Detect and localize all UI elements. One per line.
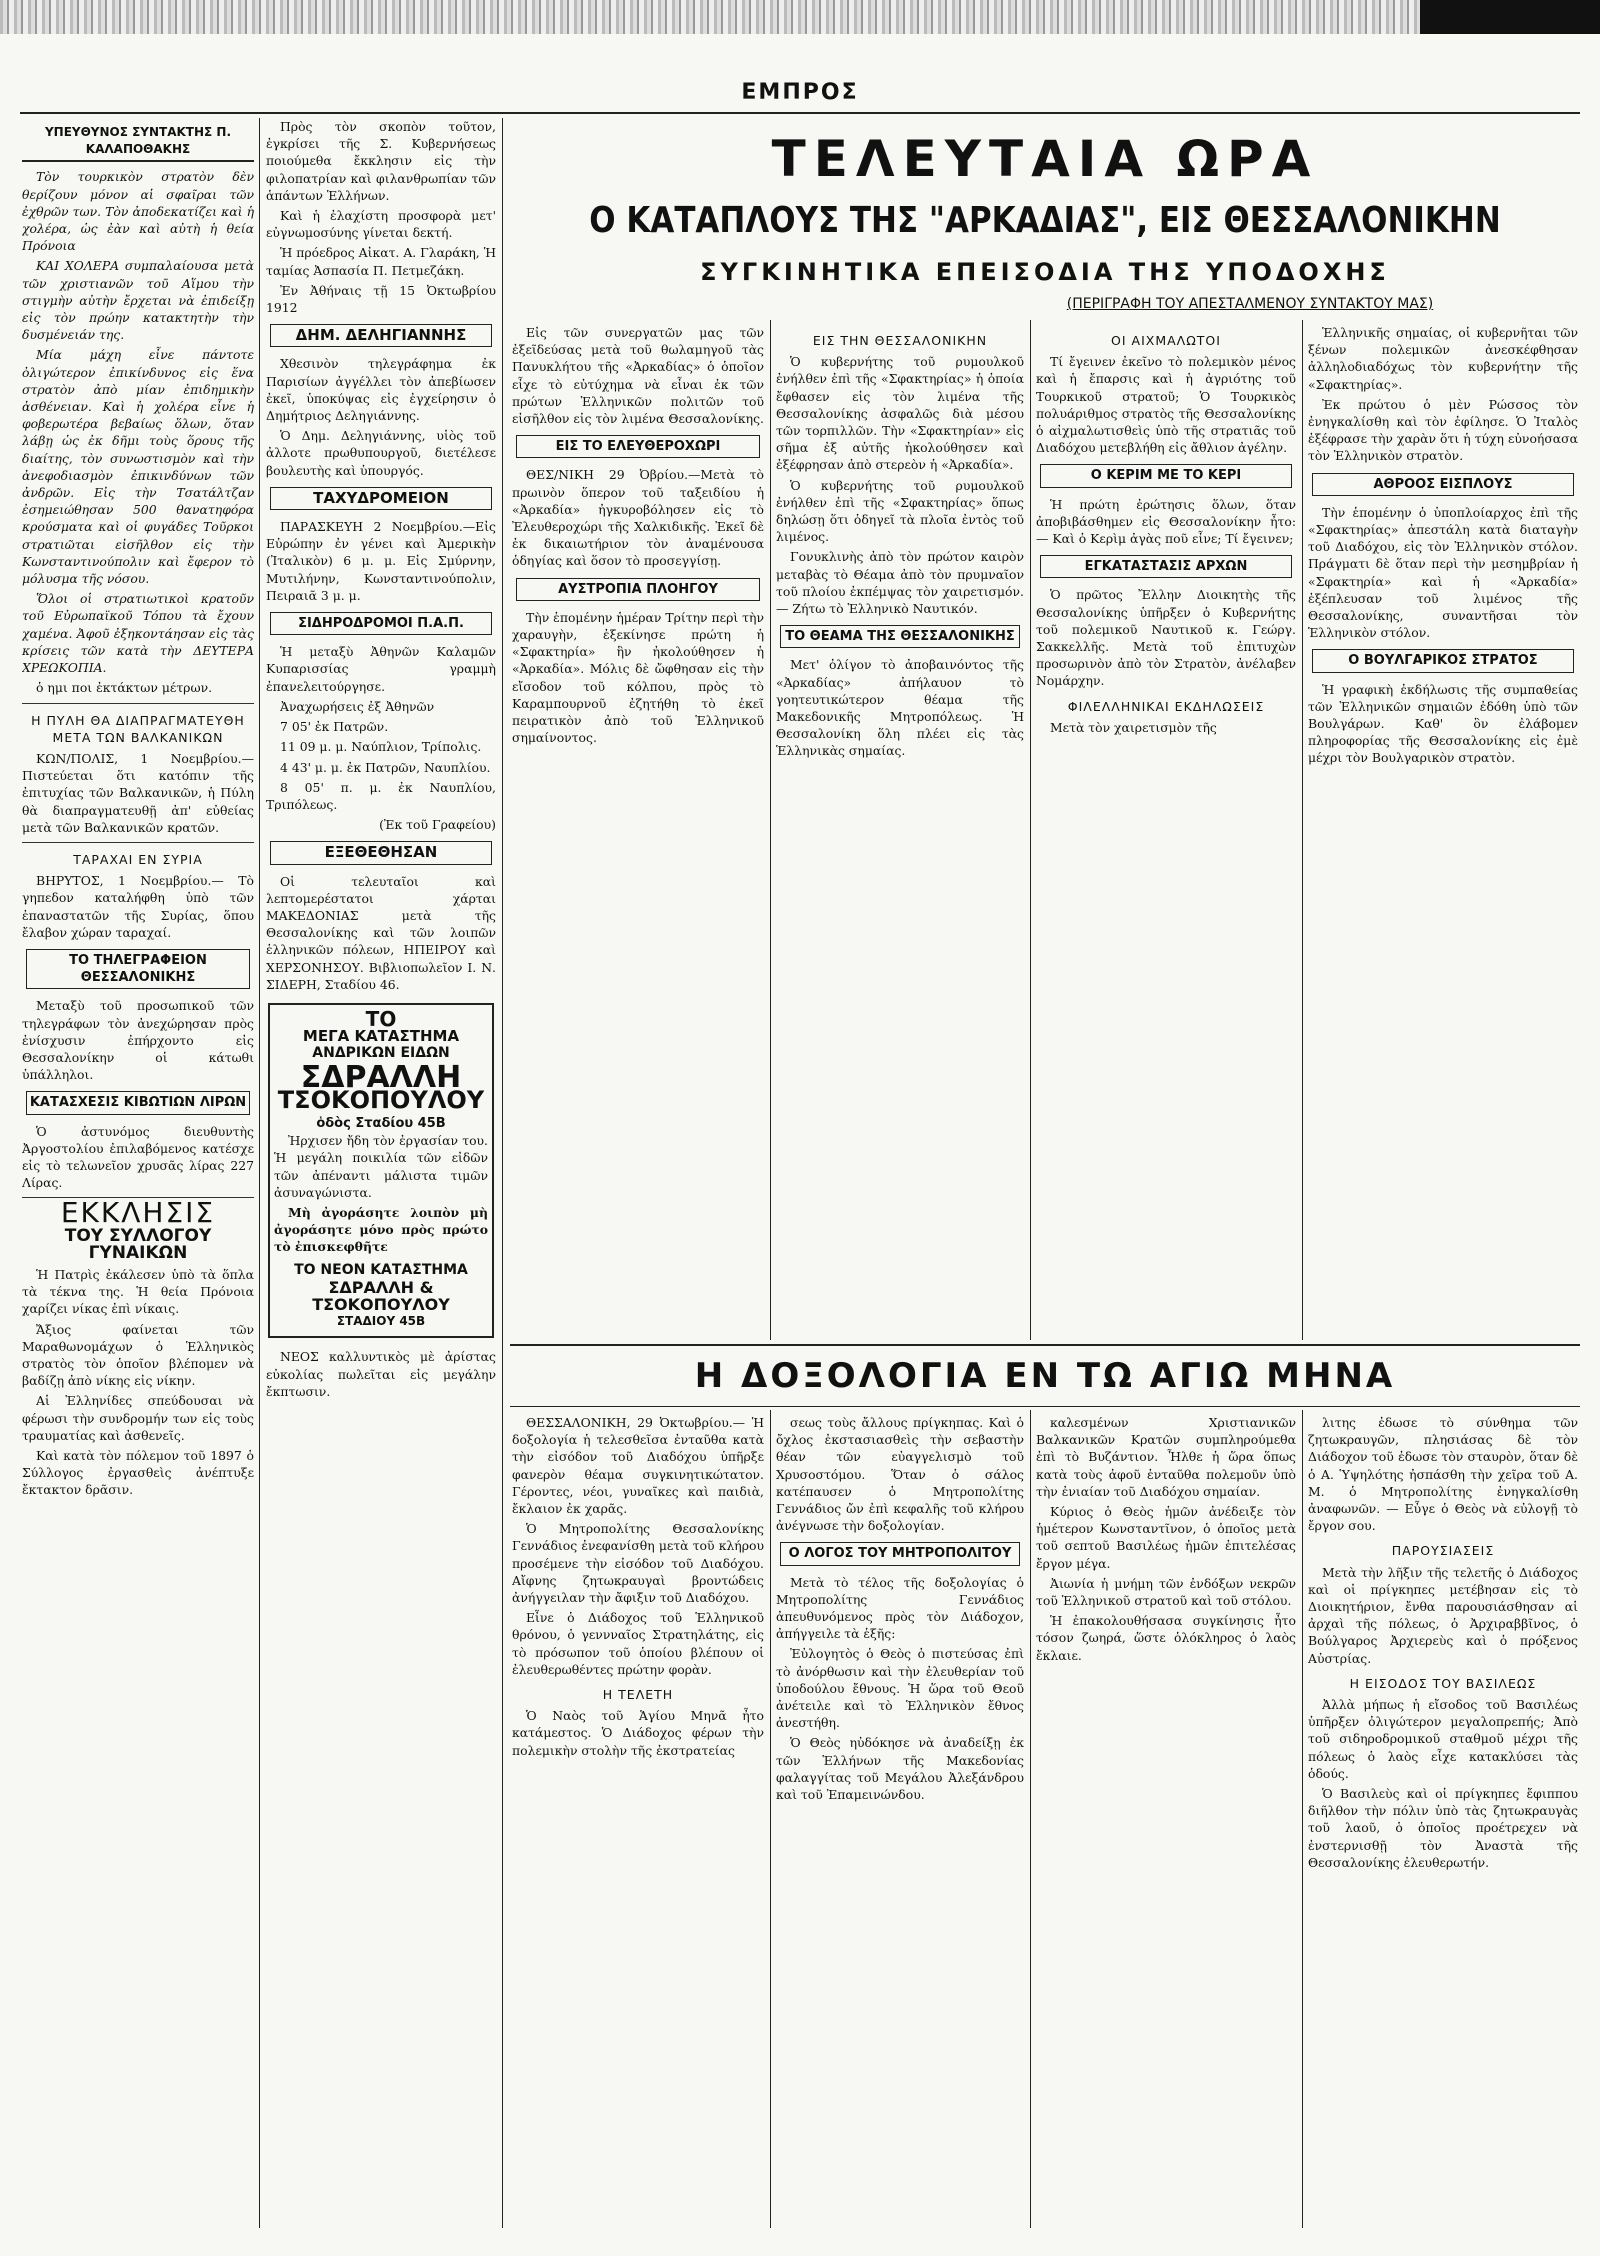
signature: ὁ ημι ποι ἐκτάκτων μέτρων.	[36, 680, 213, 696]
rail-line: Ἡ μεταξὺ Ἀθηνῶν Καλαμῶν Κυπαρισσίας γραμμὴ ἐπανελειτούργησε.	[266, 644, 496, 694]
story-subhead: Ο ΛΟΓΟΣ ΤΟΥ ΜΗΤΡΟΠΟΛΙΤΟΥ	[780, 1542, 1020, 1565]
section-body: Ὁ ἀστυνόμος διευθυντὴς Ἀργοστολίου ἐπιλαβόμενος κατέσχε εἰς τὸ τελωνεῖον χρυσᾶς λίρας 227 Λίρας.	[22, 1123, 254, 1191]
section-body: ΚΩΝ/ΠΟΛΙΣ, 1 Νοεμβρίου.— Πιστεύεται ὅτι κατόπιν τῆς ἐπιτυχίας τῶν Βαλκανικῶν, ἡ Πύλη θὰ διαπραγματευθῇ ἀπ' εὐθείας μετὰ τῶν Βαλκανικῶν κρατῶν.	[22, 750, 254, 835]
subheadline: ΣΥΓΚΙΝΗΤΙΚΑ ΕΠΕΙΣΟΔΙΑ ΤΗΣ ΥΠΟΔΟΧΗΣ	[700, 258, 1390, 286]
section-title-box: ΔΗΜ. ΔΕΛΗΓΙΑΝΝΗΣ	[270, 324, 492, 347]
story-paragraph: Ὁ Θεὸς ηὐδόκησε νὰ ἀναδείξῃ ἐκ τῶν Ἑλλήνων τῆς Μακεδονίας φαλαγγίτας τοῦ Μεγάλου Ἀλεξάνδρου καὶ τοῦ Ἐπαμεινώνδου.	[776, 1735, 1024, 1803]
lead-paragraph: Ὅλοι οἱ στρατιωτικοὶ κρατοῦν τοῦ Εὐρωπαϊκοῦ Τόπου τὰ ἔχουν χαμένα. Ἀφοῦ ἐξηκοντάησαν εἰς τὰς κρίσεις τῶν κατὰ τὴν ΔΕΥΤΕΡΑ ΧΡΕΩΚΟΠΙΑ.	[22, 591, 254, 676]
story-paragraph: Ἡ πρώτη ἐρώτησις ὅλων, ὅταν ἀποβιβάσθημεν εἰς Θεσσαλονίκην ἦτο: — Καὶ ὁ Κερὶμ ἀγὰς ποῦ εἶνε; Τί ἔγεινεν;	[1036, 496, 1296, 547]
rail-line: 8 05' π. μ. ἐκ Ναυπλίου, Τριπόλεως.	[266, 779, 496, 812]
story-paragraph: σεως τοὺς ἄλλους πρίγκηπας. Καὶ ὁ ὄχλος ἐκστασιασθεὶς τὴν σεβαστὴν θέαν τῶν εὐαγγελισμὸ τοῦ Χρυσοστόμου. Ὅταν ὁ σάλος κατέπαυσεν ὁ Μητροπολίτης Γεννάδιος ὤν ἐπὶ κεφαλῆς τοῦ κλήρου ἀνέγνωσε τὴν δοξολογίαν.	[776, 1415, 1024, 1534]
rail-note: (Ἐκ τοῦ Γραφείου)	[379, 817, 496, 833]
story-subhead: Ο ΚΕΡΙΜ ΜΕ ΤΟ ΚΕΡΙ	[1040, 464, 1292, 487]
story-paragraph: Μετὰ τὸ τέλος τῆς δοξολογίας ὁ Μητροπολίτης Γεννάδιος ἀπευθυνόμενος πρὸς τὸν Διάδοχον, ἀπήγγειλε τὰ ἑξῆς:	[776, 1574, 1024, 1642]
divider	[22, 842, 254, 843]
column-rule	[770, 320, 771, 1340]
column-rule	[1302, 1410, 1303, 2228]
story-subhead: ΤΟ ΘΕΑΜΑ ΤΗΣ ΘΕΣΣΑΛΟΝΙΚΗΣ	[780, 625, 1020, 648]
rail-line: Ἀναχωρήσεις ἐξ Ἀθηνῶν	[280, 698, 435, 714]
section-title-box: ΚΑΤΑΣΧΕΣΙΣ ΚΙΒΩΤΙΩΝ ΛΙΡΩΝ	[26, 1091, 250, 1114]
story-subhead: ΕΙΣ ΤΟ ΕΛΕΥΘΕΡΟΧΩΡΙ	[516, 435, 760, 458]
appeal-paragraph: Πρὸς τὸν σκοπὸν τοῦτον, ἐγκρίσει τῆς Σ. Κυβερνήσεως ποιούμεθα ἔκκλησιν εἰς τὴν φιλοπατρίαν καὶ φιλανθρωπίαν τῶν ἁπάντων Ἑλλήνων.	[266, 119, 496, 203]
story-paragraph: Εἶνε ὁ Διάδοχος τοῦ Ἑλληνικοῦ θρόνου, ὁ γεννναῖος Στρατηλάτης, εἰς τὸ πρόσωπον τοῦ ὁποίου βλέπουν οἱ ἐλευθερωθέντες πρώτην φορὰν.	[512, 1610, 764, 1677]
column-rule	[1030, 1410, 1031, 2228]
appeal-paragraph: Ἡ πρόεδρος Αἰκατ. Α. Γλαράκη, Ἡ ταμίας Ἀσπασία Π. Πετμεζάκη.	[266, 245, 496, 278]
story-column-2	[776, 324, 1024, 1340]
ad-brand: ΣΔΡΑΛΛΗ & ΤΣΟΚΟΠΟΥΛΟΥ	[312, 1277, 450, 1314]
section-body: Οἱ τελευταῖοι καὶ λεπτομερέστατοι χάρται ΜΑΚΕΔΟΝΙΑΣ μετὰ τῆς Θεσσαλονίκης καὶ τῶν λοιπῶν ἑλληνικῶν πόλεων, ΗΠΕΙΡΟΥ καὶ ΧΕΡΣΟΝΗΣΟΥ. Βιβλιοπωλεῖον Ι. Ν. ΣΙΔΕΡΗ, Σταδίου 46.	[266, 873, 496, 992]
section-rule	[510, 1406, 1580, 1407]
story-paragraph: Ἑλληνικῆς σημαίας, οἱ κυβερνῆται τῶν ξένων πολεμικῶν ἀνεσκέφθησαν ἀλληλοδιαδόχως τὸν κυβερνήτην τῆς «Σφακτηρίας».	[1308, 325, 1578, 392]
section-body: ΒΗΡΥΤΟΣ, 1 Νοεμβρίου.— Τὸ γηπεδον καταλήφθη ὑπὸ τῶν ἐπαναστατῶν τῆς Συρίας, ὅπου ἔλαβον χώραν ταραχαί.	[22, 873, 254, 940]
ad-footer: ΝΕΟΣ καλλυντικὸς μὲ ἀρίστας εὐκολίας πωλεῖται εἰς μεγάλην ἔκπτωσιν.	[266, 1349, 496, 1399]
story-paragraph: Ἡ γραφικὴ ἐκδήλωσις τῆς συμπαθείας τῶν Ἑλληνικῶν σημαιῶν ἐδόθη ὑπὸ τῶν Βουλγάρων. Καθ' ὃν ἐλάβομεν πληροφορίας τῆς Θεσσαλονίκης εἰς ἐμὲ μέχρι τὸν Βουλγαρικὸν στρατὸν.	[1308, 681, 1578, 766]
section-title-box: ΤΑΧΥΔΡΟΜΕΙΟΝ	[270, 487, 492, 510]
story-subhead: Ο ΒΟΥΛΓΑΡΙΚΟΣ ΣΤΡΑΤΟΣ	[1312, 649, 1574, 672]
story-paragraph: Ἐκ πρώτου ὁ μὲν Ρώσσος τὸν ἐνηγκαλίσθη καὶ τὸν ἐφίλησε. Ὁ Ἰταλὸς ἐξέφρασε τὴν χαρὰν ὅτι ἡ τύχη εὐνοήσασα τὸν Ἑλληνικὸν στρατὸν.	[1308, 396, 1578, 464]
appeal-signoff: Ἐν Ἀθήναις τῇ 15 Ὀκτωβρίου 1912	[266, 282, 496, 316]
scan-dark-corner	[1420, 0, 1600, 34]
section-title-box: ΤΟ ΤΗΛΕΓΡΑΦΕΙΟΝ ΘΕΣΣΑΛΟΝΙΚΗΣ	[26, 949, 250, 989]
kicker-headline: ΤΕΛΕΥΤΑΙΑ ΩΡΑ	[771, 130, 1319, 188]
story-column-4	[1308, 324, 1578, 1340]
lead-paragraph: ΚΑΙ ΧΟΛΕΡΑ συμπαλαίουσα μετὰ τῶν χριστιανῶν τοῦ Αἵμου τὴν στιγμὴν αὐτὴν ἔρχεται νὰ ἐπιδείξῃ εἰς τὸν πρώην κατακτητὴν τὴν δυσμένειάν της.	[22, 258, 254, 343]
section-body: Χθεσινὸν τηλεγράφημα ἐκ Παρισίων ἀγγέλλει τὸν ἀπεβίωσεν ἐκεῖ, ὑποκύψας εἰς ἐγχείρησιν ὁ Δημήτριος Δεληγιάννης.	[266, 356, 496, 424]
story-subhead: Η ΤΕΛΕΤΗ	[602, 1687, 674, 1703]
ad-address: ὁδὸς Σταδίου 45Β	[316, 1115, 446, 1131]
rail-line: 7 05' ἐκ Πατρῶν.	[280, 719, 389, 735]
appeal-paragraph: Ἡ Πατρὶς ἐκάλεσεν ὑπὸ τὰ ὅπλα τὰ τέκνα της. Ἡ θεία Πρόνοια χαρίζει νίκας ἐπὶ νίκαις.	[22, 1266, 254, 1317]
ad-brand: ΤΣΟΚΟΠΟΥΛΟΥ	[277, 1085, 485, 1114]
byline: ΥΠΕΥΘΥΝΟΣ ΣΥΝΤΑΚΤΗΣ Π. ΚΑΛΑΠΟΘΑΚΗΣ	[22, 124, 254, 162]
main-headline: Ο ΚΑΤΑΠΛΟΥΣ ΤΗΣ "ΑΡΚΑΔΙΑΣ", ΕΙΣ ΘΕΣΣΑΛΟΝΙΚΗΝ	[589, 200, 1501, 241]
appeal-paragraph: Αἱ Ἑλληνίδες σπεύδουσαι νὰ φέρωσι τὴν συνδρομήν των εἰς τοὺς τραυματίας καὶ ἀσθενεῖς.	[22, 1393, 254, 1443]
column-rule	[770, 1410, 771, 2228]
story-paragraph: ΘΕΣΣΑΛΟΝΙΚΗ, 29 Ὀκτωβρίου.— Ἡ δοξολογία ἡ τελεσθεῖσα ἐνταῦθα κατὰ τὴν εἰσόδον τοῦ Διαδόχου ὑπῆρξε φανερὸν θέαμα συγκινητικώτατον. Γέροντες, νέοι, γυναῖκες καὶ παιδιὰ, ἔκλαιον ἐκ χαρᾶς.	[512, 1415, 764, 1517]
ad-brand: ΣΔΡΑΛΛΗ	[300, 1059, 462, 1095]
story-column-1	[512, 324, 764, 1340]
section-body: ΠΑΡΑΣΚΕΥΗ 2 Νοεμβρίου.—Εἰς Εὐρώπην ἐν γένει καὶ Ἀμερικὴν (Ἰταλικὸν) 6 μ. μ. Εἰς Σμύρνην, Μυτιλήνην, Κωνσταντινούπολιν, Πειραιᾶ 3 μ. μ.	[266, 519, 496, 603]
story-paragraph: Ἀλλὰ μήπως ἡ εἴσοδος τοῦ Βασιλέως ὑπῆρξεν ὀλιγώτερον μεγαλοπρεπής; Ἀπὸ τοῦ σιδηροδρομικοῦ σταθμοῦ μέχρι τῆς πόλεως ὁ λαὸς εἶχε κατακλύσει τὰς ὁδούς.	[1308, 1697, 1578, 1781]
ad-line: ΤΟ ΝΕΟΝ ΚΑΤΑΣΤΗΜΑ	[294, 1261, 468, 1278]
story-paragraph: Κύριος ὁ Θεὸς ἡμῶν ἀνέδειξε τὸν ἡμέτερον Κωνσταντῖνον, ὁ ὁποῖος μετὰ τοῦ σεπτοῦ Βασιλέως ἡμῶν ἐπιτελέσας ἔργον μέγα.	[1036, 1504, 1296, 1571]
section-title: ΤΑΡΑΧΑΙ ΕΝ ΣΥΡΙΑ	[73, 851, 203, 867]
story-paragraph: Ὁ Ναὸς τοῦ Ἁγίου Μηνᾶ ἦτο κατάμεστος. Ὁ Διάδοχος φέρων τὴν πολεμικὴν στολὴν τῆς ἐκστρατείας	[512, 1708, 764, 1758]
section-title: Η ΠΥΛΗ ΘΑ ΔΙΑΠΡΑΓΜΑΤΕΥΘΗ ΜΕΤΑ ΤΩΝ ΒΑΛΚΑΝΙΚΩΝ	[31, 712, 245, 745]
story-subhead: ΕΙΣ ΤΗΝ ΘΕΣΣΑΛΟΝΙΚΗΝ	[812, 333, 988, 348]
story-subhead: ΦΙΛΕΛΛΗΝΙΚΑΙ ΕΚΔΗΛΩΣΕΙΣ	[1067, 698, 1265, 714]
story-paragraph: Μετὰ τὴν λῆξιν τῆς τελετῆς ὁ Διάδοχος καὶ οἱ πρίγκηπες μετέβησαν εἰς τὸ Διοικητήριον, ἔνθα παρουσιάσθησαν αἱ ἀρχαὶ τῆς πόλεως, ὁ Ἀρχιραββῖνος, ὁ Βούλγαρος Ἀρχιερεὺς καὶ ὁ πρόξενος Αὐστρίας.	[1308, 1564, 1578, 1666]
column-rule	[259, 118, 260, 2228]
story-subhead: ΑΘΡΟΟΣ ΕΙΣΠΛΟΥΣ	[1312, 473, 1574, 496]
story-paragraph: Ὁ Βασιλεὺς καὶ οἱ πρίγκηπες ἔφιππου διῆλθον τὴν πόλιν ὑπὸ τὰς ζητωκραυγὰς τοῦ λαοῦ, ὁ ὁποῖος προέτρεχεν νὰ ἐνστερνισθῇ τὸν Ἀναστὰ τῆς Θεσσαλονίκης ἐλευθερωτήν.	[1308, 1786, 1578, 1870]
divider	[22, 703, 254, 704]
credit-line: (ΠΕΡΙΓΡΑΦΗ ΤΟΥ ΑΠΕΣΤΑΛΜΕΝΟΥ ΣΥΝΤΑΚΤΟΥ ΜΑΣ)	[1066, 296, 1434, 312]
story-paragraph: Ὁ κυβερνήτης τοῦ ρυμουλκοῦ ἐνήλθεν ἐπὶ τῆς «Σφακτηρίας» ἡ ὁποία ἔφθασεν εἰς τὸν λιμένα τῆς Θεσσαλονίκης ἀσφαλῶς διὰ μέσου τῶν τορπιλλῶν. Τὴν «Σφακτηρίαν» εἰς σῆμα ἐξ αὐτῆς ἠκολούθησεν καὶ ἐξέφρησαν ἀπὸ στερεὸν ἡ «Ἀρκαδία».	[776, 354, 1024, 473]
appeal-paragraph: Ἄξιος φαίνεται τῶν Μαραθωνομάχων ὁ Ἑλληνικὸς στρατὸς τὸν ὁποῖον βλέπομεν νὰ βαδίζῃ ἀπὸ νίκης εἰς νίκην.	[22, 1321, 254, 1389]
story-paragraph: Μετ' ὀλίγον τὸ ἀποβαινόντος τῆς «Ἀρκαδίας» ἀπήλαυον τὸ γοητευτικώτερον θέαμα τῆς Μακεδονικῆς Μητροπόλεως. Ἡ Θεσσαλονίκη ὅλη πλέει εἰς τὰς Ἑλληνικὰς σημαίας.	[776, 657, 1024, 759]
appeal-paragraph: Καὶ κατὰ τὸν πόλεμον τοῦ 1897 ὁ Σύλλογος ἐργασθεὶς ἀνέπτυξε ἔκτακτον δρᾶσιν.	[22, 1448, 254, 1498]
story-subhead: ΑΥΣΤΡΟΠΙΑ ΠΛΟΗΓΟΥ	[516, 578, 760, 601]
section-title-box: ΣΙΔΗΡΟΔΡΟΜΟΙ Π.Α.Π.	[270, 612, 492, 635]
left-column	[22, 124, 254, 2224]
story-paragraph: Τὴν ἑπομένην ὁ ὑποπλοίαρχος ἐπὶ τῆς «Σφακτηρίας» ἀπεστάλη κατὰ διαταγὴν τοῦ Διαδόχου, εἰς τὸν Ἑλληνικὸν στόλον. Πράγματι δὲ ὅταν περὶ τὴν μεσημβρίαν ἡ «Σφακτηρία» καὶ ἡ «Ἀρκαδία» ἐξέπλευσαν τοῦ λιμένος τῆς Θεσσαλονίκης, συναντῆσαι τὸν Ἑλληνικὸν στόλον.	[1308, 504, 1578, 641]
story-paragraph: Ὁ πρῶτος Ἔλλην Διοικητὴς τῆς Θεσσαλονίκης ὑπῆρξεν ὁ Κυβερνήτης τοῦ πολεμικοῦ Ναυτικοῦ κ. Γεώργ. Σακκελλῆς. Μετὰ τοῦ ἐπιτυχὼν προσωρινὸν ἀπὸ τὸν Στρατὸν, ἀνέλαβεν Νομάρχην.	[1036, 587, 1296, 689]
appeal-title: ΕΚΚΛΗΣΙΣ	[60, 1196, 216, 1230]
story-paragraph: ΘΕΣ/ΝΙΚΗ 29 Ὀβρίου.—Μετὰ τὸ πρωινὸν ὅπερον τοῦ ταξειδίου ἡ «Ἀρκαδία» ἠγκυροβόλησεν εἰς τὸ Ἐλευθεροχώρι τῆς Χαλκιδικῆς. Ἐκεῖ δὲ ἐκ δικαιωτήριον τὸν ἀναμένουσα ὁδηγίας καὶ ὅσον τὸ προσεγγίσῃ.	[512, 467, 764, 569]
story-paragraph: Ἐὐλογητὸς ὁ Θεὸς ὁ πιστεύσας ἐπὶ τὸ ἀνόρθωσιν καὶ τὴν ἐλευθερίαν τοῦ ὑποδούλου ἔθνους. Ἡ ὥρα τοῦ Θεοῦ ἀνέτειλε καὶ τὸ Ἑλληνικὸν ἔθνος ἀνεστήθη.	[776, 1646, 1024, 1731]
section-rule	[510, 1344, 1580, 1346]
story-paragraph: Μετὰ τὸν χαιρετισμὸν τῆς	[1050, 719, 1217, 735]
ad-line: ΤΟ	[365, 1006, 397, 1031]
story-subhead: Η ΕΙΣΟΔΟΣ ΤΟΥ ΒΑΣΙΛΕΩΣ	[1349, 1675, 1537, 1691]
masthead: ΕΜΠΡΟΣ	[741, 80, 859, 105]
story-subhead: ΕΓΚΑΤΑΣΤΑΣΙΣ ΑΡΧΩΝ	[1040, 555, 1292, 578]
second-column	[266, 118, 496, 2228]
story-subhead: ΟΙ ΑΙΧΜΑΛΩΤΟΙ	[1111, 333, 1221, 348]
rail-line: 4 43' μ. μ. ἐκ Πατρῶν, Ναυπλίου.	[280, 759, 491, 775]
lead-paragraph: Τὸν τουρκικὸν στρατὸν δὲν θερίζουν μόνον αἱ σφαῖραι τῶν ἐχθρῶν των. Τὸν ἀποδεκατίζει καὶ ἡ χολέρα, ὡς ἐὰν καὶ αὐτὴ ἡ θεία Πρόνοια	[22, 169, 254, 254]
appeal-paragraph: Καὶ ἡ ἐλαχίστη προσφορὰ μετ' εὐγνωμοσύνης γίνεται δεκτή.	[266, 208, 496, 241]
ad-body: Ἠρχισεν ἤδη τὸν ἐργασίαν του. Ἡ μεγάλη ποικιλία τῶν εἰδῶν τῶν ἀπέναντι μάλιστα τιμῶν ἀσυναγώνιστα.	[274, 1133, 488, 1200]
story-paragraph: Ὁ Μητροπολίτης Θεσσαλονίκης Γεννάδιος ἐνεφανίσθη μετὰ τοῦ κλήρου προσέμενε τὴν εἰσόδον τοῦ Διαδόχου. Αἴφνης ζητωκραυγαὶ βροντώδεις ἀνήγγειλαν τὴν ἄφιξιν τοῦ Διαδόχου.	[512, 1521, 764, 1606]
rail-line: 11 09 μ. μ. Ναύπλιον, Τρίπολις.	[280, 739, 482, 755]
story-paragraph: Ἡ ἐπακολουθήσασα συγκίνησις ἦτο τόσον ζωηρά, ὥστε ὁλόκληρος ὁ λαὸς ἔκλαιε.	[1036, 1613, 1296, 1663]
story-paragraph: λιτης ἐδωσε τὸ σύνθημα τῶν ζητωκραυγῶν, πλησιάσας δὲ τὸν Διάδοχον τοῦ ἐδωσε τὸν σταυρὸν, ὅταν δὲ ὁ Α. Ὑψηλότης ἠσπάσθη τὴν χεῖρα τοῦ Α. Μ. ὁ Μητροπολίτης ἐνηγκαλίσθη ἀναφωνῶν. — Εὖγε ὁ Θεὸς νὰ εὐλογῇ τὸ ἔργον σου.	[1308, 1415, 1578, 1534]
story-paragraph: Ἀιωνία ἡ μνήμη τῶν ἐνδόξων νεκρῶν τοῦ Ἑλληνικοῦ στρατοῦ καὶ τοῦ στόλου.	[1036, 1575, 1296, 1609]
doxology-headline: Η ΔΟΞΟΛΟΓΙΑ ΕΝ ΤΩ ΑΓΙΩ ΜΗΝΑ	[694, 1356, 1396, 1396]
ad-line: ΑΝΔΡΙΚΩΝ ΕΙΔΩΝ	[312, 1045, 450, 1062]
section-body: Ὁ Δημ. Δεληγιάννης, υἱὸς τοῦ ἀλλοτε πρωθυπουργοῦ, διετέλεσε βουλευτὴς καὶ ὑπουργός.	[266, 428, 496, 478]
column-rule	[1030, 320, 1031, 1340]
advertisement	[268, 1003, 494, 1338]
ad-slogan: Μὴ ἀγοράσητε λοιπὸν μὴ ἀγοράσητε μόνο πρὸς πρώτο τὸ ἐπισκεφθῆτε	[274, 1204, 488, 1255]
story-paragraph: Τὴν ἑπομένην ἡμέραν Τρίτην περὶ τὴν χαραυγὴν, ἐξεκίνησε πρώτη ἡ «Σφακτηρία» ἣν ἠκολούθησεν ἡ «Ἀρκαδία». Μόλις δὲ ὤφθησαν εἰς τὴν εἴσοδον τοῦ κόλπου, πρὸς τὸ Καραμπουρνοῦ ἐζητήθη τὸ ἐκεῖ πειρατικὸν ἀπὸ τοῦ Ἑλληνικοῦ σημαίνοντος.	[512, 609, 764, 746]
story-paragraph: καλεσμένων Χριστιανικῶν Βαλκανικῶν Κρατῶν συμπληρούμεθα ἐπὶ τὸ Βυζάντιον. Ἦλθε ἡ ὥρα ὅπως κατὰ τοὺς ἀφοῦ ἐνταῦθα πολεμοῦν ὑπὸ τὴν ἐνιαίαν τοῦ Διαδόχου σημαίαν.	[1036, 1415, 1296, 1499]
ad-line: ΜΕΓΑ ΚΑΤΑΣΤΗΜΑ	[302, 1027, 460, 1046]
ad-address: ΣΤΑΔΙΟΥ 45Β	[336, 1314, 426, 1329]
story-column-3	[1036, 324, 1296, 1340]
appeal-subtitle: ΤΟΥ ΣΥΛΛΟΓΟΥ ΓΥΝΑΙΚΩΝ	[64, 1225, 212, 1263]
doxology-column-1	[512, 1414, 764, 2228]
story-paragraph: Γονυκλινὴς ἀπὸ τὸν πρώτον καιρὸν μεταβὰς τὸ Θέαμα ἀπὸ τὸν πρυμναῖον τοῦ πλοίου ἐκπέμψας τὸν χαιρετισμόν. — Ζήτω τὸ Ἑλληνικὸ Ναυτικόν.	[776, 549, 1024, 617]
story-paragraph: Εἰς τῶν συνεργατῶν μας τῶν ἐξεῖδεύσας μετὰ τοῦ θωλαμηγοῦ τὰς Πανυκλήτου τῆς «Ἀρκαδίας» ὁ ὁποῖον εἶχε τὸ εὐτύχημα νὰ εἶναι ἐκ τῶν πρώτων Ἑλληνικῶν πολιτῶν τοῦ εἰσῆλθον εἰς τὸν λιμένα Θεσσαλονίκης.	[512, 325, 764, 427]
section-body: Μεταξὺ τοῦ προσωπικοῦ τῶν τηλεγράφων τὸν ἀνεχώρησαν πρὸς ἐνίσχυσιν ἐπήρχοντο εἰς Θεσσαλονίκην οἱ κάτωθι ὑπάλληλοι.	[22, 998, 254, 1083]
story-subhead: ΠΑΡΟΥΣΙΑΣΕΙΣ	[1391, 1543, 1495, 1559]
doxology-column-3	[1036, 1414, 1296, 2228]
story-paragraph: Τί ἔγεινεν ἐκεῖνο τὸ πολεμικὸν μένος καὶ ἡ ἔπαρσις καὶ ἡ ἀγριότης τοῦ Τουρκικοῦ στρατοῦ; Ὁ Τουρκικὸς πολυάριθμος στρατὸς τῆς Θεσσαλονίκης ὁ αἰχμαλωτισθεὶς ὑπὸ τῆς στρατιᾶς τοῦ Διαδόχου μετεβλήθη εἰς ἄθλιον ἀγέλην.	[1036, 354, 1296, 456]
lead-paragraph: Μία μάχη εἶνε πάντοτε ὀλιγώτερον ἐπικίνδυνος εἰς ἕνα στρατὸν ἀπὸ μίαν ἐπιδημικὴν ἀσθένειαν. Καὶ ἡ χολέρα εἶνε ἡ φοβερωτέρα βεβαίως ὅλων, ὅταν λάβῃ ὡς ἐκ δῆμι τοὺς ὅρους τῆς διαίτης, τὸν συνωστισμὸν καὶ τὴν ἀνεφοδιασμὸν ἐπικινδύνων τῶν ἀνδρῶν. Εἰς τὴν Τσατάλτζαν ἐσημειώθησαν 500 θανατηφόρα κρούσματα καὶ οἱ φυγάδες Τοῦρκοι στρατιῶται εἰσῆλθον εἰς τὴν Κωνσταντινούπολιν καὶ ἔφερον τὸ μόλυσμα τῆς νόσου.	[22, 347, 254, 587]
section-title-box: ΕΞΕΘΕΘΗΣΑΝ	[270, 841, 492, 864]
doxology-column-2	[776, 1414, 1024, 2228]
top-rule	[20, 112, 1580, 114]
scan-top-band	[0, 0, 1600, 34]
column-rule	[502, 118, 503, 2228]
doxology-column-4	[1308, 1414, 1578, 2228]
column-rule	[1302, 320, 1303, 1340]
story-paragraph: Ὁ κυβερνήτης τοῦ ρυμουλκοῦ ἐνήλθεν ἐπὶ τῆς «Σφακτηρίας» ὅπως δηλώσῃ ὅτι ὁδηγεῖ τὰ πλοῖα ἐντὸς τοῦ λιμένος.	[776, 477, 1024, 545]
